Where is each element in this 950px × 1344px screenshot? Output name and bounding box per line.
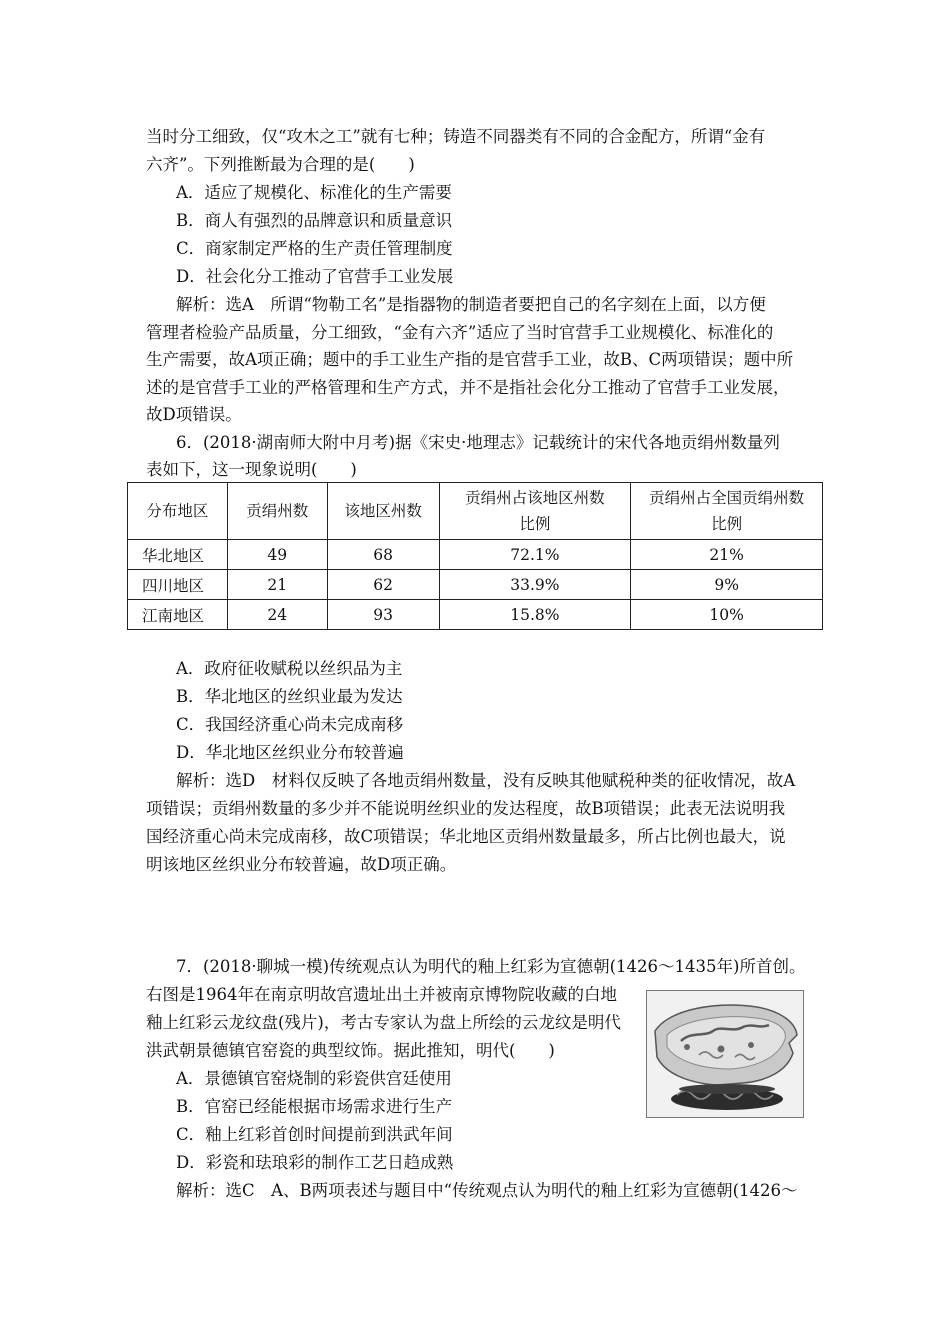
header-text: 比例 bbox=[711, 515, 743, 533]
table-cell: 62 bbox=[327, 570, 439, 600]
q6-option-c: C．我国经济重心尚未完成南移 bbox=[176, 715, 404, 734]
q7-stem-line: 7．(2018·聊城一模)传统观点认为明代的釉上红彩为宣德朝(1426～1435年)所首创。 bbox=[176, 957, 806, 976]
table-header-cell: 该地区州数 bbox=[327, 483, 439, 540]
q6-stem-line: 表如下，这一现象说明( ) bbox=[146, 460, 357, 479]
q7-option-a: A．景德镇官窑烧制的彩瓷供宫廷使用 bbox=[176, 1069, 452, 1088]
table-header-row bbox=[128, 483, 823, 540]
q7-analysis-line: 解析：选C A、B两项表述与题目中“传统观点认为明代的釉上红彩为宣德朝(1426～ bbox=[176, 1181, 798, 1200]
q7-option-c: C．釉上红彩首创时间提前到洪武年间 bbox=[176, 1125, 453, 1144]
table-cell: 华北地区 bbox=[128, 540, 228, 570]
q6-analysis-line: 国经济重心尚未完成南移，故C项错误；华北地区贡绢州数量最多，所占比例也最大，说 bbox=[146, 827, 786, 846]
table-cell: 10% bbox=[631, 600, 823, 630]
table-cell: 72.1% bbox=[439, 540, 631, 570]
porcelain-fragment-image bbox=[646, 990, 804, 1118]
q6-analysis-line: 项错误；贡绢州数量的多少并不能说明丝织业的发达程度，故B项错误；此表无法说明我 bbox=[146, 799, 786, 818]
q6-analysis-line: 解析：选D 材料仅反映了各地贡绢州数量，没有反映其他赋税种类的征收情况，故A bbox=[176, 771, 796, 790]
q6-data-table bbox=[127, 482, 823, 630]
table-row bbox=[128, 600, 823, 630]
table-cell: 15.8% bbox=[439, 600, 631, 630]
q5-analysis-line: 解析：选A 所谓“物勒工名”是指器物的制造者要把自己的名字刻在上面，以方便 bbox=[176, 295, 766, 314]
table-cell: 21 bbox=[227, 570, 327, 600]
table-header-cell: 分布地区 bbox=[128, 483, 228, 540]
q5-option-b: B．商人有强烈的品牌意识和质量意识 bbox=[176, 211, 453, 230]
q5-analysis-line: 故D项错误。 bbox=[146, 405, 242, 424]
q6-option-b: B．华北地区的丝织业最为发达 bbox=[176, 687, 403, 706]
q6-analysis-line: 明该地区丝织业分布较普遍，故D项正确。 bbox=[146, 855, 457, 874]
header-text: 贡绢州占全国贡绢州数 bbox=[649, 489, 805, 507]
table-cell: 33.9% bbox=[439, 570, 631, 600]
q7-option-d: D．彩瓷和珐琅彩的制作工艺日趋成熟 bbox=[176, 1153, 454, 1172]
q5-analysis-line: 生产需要，故A项正确；题中的手工业生产指的是官营手工业，故B、C两项错误；题中所 bbox=[146, 350, 794, 369]
table-row bbox=[128, 540, 823, 570]
table-cell: 93 bbox=[327, 600, 439, 630]
table-cell: 9% bbox=[631, 570, 823, 600]
dragon-plate-icon bbox=[647, 991, 803, 1117]
q5-analysis-line: 管理者检验产品质量，分工细致，“金有六齐”适应了当时官营手工业规模化、标准化的 bbox=[146, 323, 774, 342]
q7-stem-line: 釉上红彩云龙纹盘(残片)，考古专家认为盘上所绘的云龙纹是明代 bbox=[146, 1013, 621, 1032]
q7-stem-line: 右图是1964年在南京明故宫遗址出土并被南京博物院收藏的白地 bbox=[146, 985, 617, 1004]
q6-option-a: A．政府征收赋税以丝织品为主 bbox=[176, 659, 403, 678]
table-header-cell bbox=[439, 483, 631, 540]
table-cell: 49 bbox=[227, 540, 327, 570]
q5-option-c: C．商家制定严格的生产责任管理制度 bbox=[176, 239, 453, 258]
header-text: 贡绢州占该地区州数 bbox=[465, 489, 605, 507]
table-cell: 21% bbox=[631, 540, 823, 570]
table-cell: 24 bbox=[227, 600, 327, 630]
table-header-cell bbox=[631, 483, 823, 540]
table-header-cell: 贡绢州数 bbox=[227, 483, 327, 540]
q5-stem-line: 六齐”。下列推断最为合理的是( ) bbox=[146, 155, 415, 174]
q5-option-d: D．社会化分工推动了官营手工业发展 bbox=[176, 267, 454, 286]
table-cell: 江南地区 bbox=[128, 600, 228, 630]
q7-option-b: B．官窑已经能根据市场需求进行生产 bbox=[176, 1097, 453, 1116]
q6-stem-line: 6．(2018·湖南师大附中月考)据《宋史·地理志》记载统计的宋代各地贡绢州数量列 bbox=[176, 433, 780, 452]
q7-stem-line: 洪武朝景德镇官窑瓷的典型纹饰。据此推知，明代( ) bbox=[146, 1041, 555, 1060]
table-row bbox=[128, 570, 823, 600]
q5-stem-line: 当时分工细致，仅“攻木之工”就有七种；铸造不同器类有不同的合金配方，所谓“金有 bbox=[146, 127, 766, 146]
table-cell: 68 bbox=[327, 540, 439, 570]
table-cell: 四川地区 bbox=[128, 570, 228, 600]
header-text: 比例 bbox=[519, 515, 551, 533]
q6-option-d: D．华北地区丝织业分布较普遍 bbox=[176, 743, 404, 762]
q5-analysis-line: 述的是官营手工业的严格管理和生产方式，并不是指社会化分工推动了官营手工业发展， bbox=[146, 378, 790, 397]
q5-option-a: A．适应了规模化、标准化的生产需要 bbox=[176, 183, 452, 202]
